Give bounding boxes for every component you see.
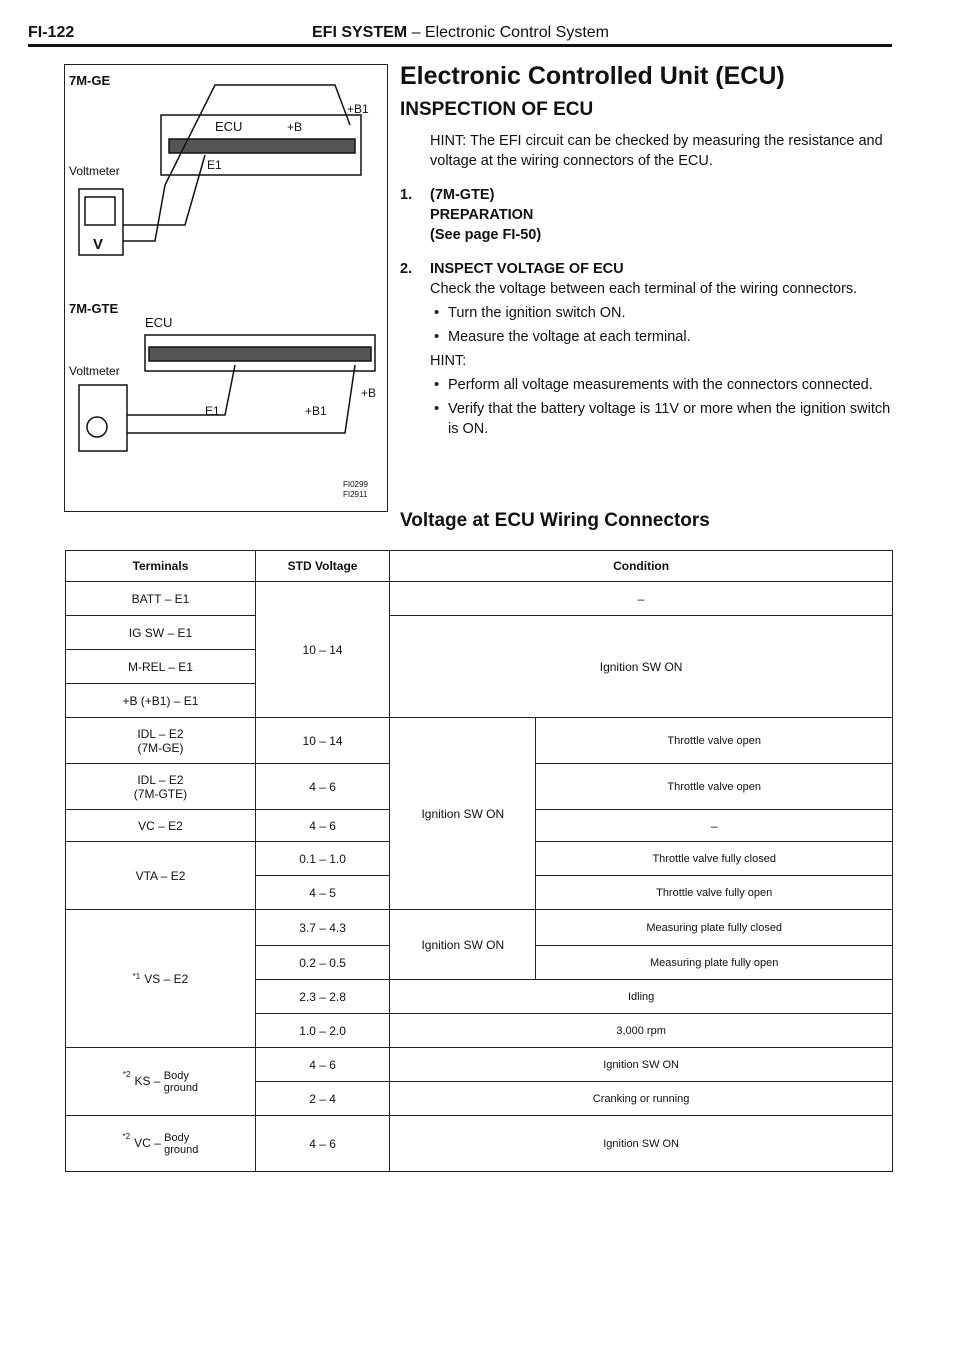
voltage-cell: 2 – 4 — [255, 1082, 389, 1116]
terminal-cell: +B (+B1) – E1 — [66, 684, 256, 718]
voltmeter-face-top — [85, 197, 115, 225]
page-header — [28, 22, 892, 47]
condition-cell: Ignition SW ON — [390, 718, 536, 910]
condition-cell: Ignition SW ON — [390, 1048, 893, 1082]
plus-b-label-top: +B — [287, 120, 303, 134]
voltmeter-label-top: Voltmeter — [69, 164, 120, 178]
voltage-cell: 10 – 14 — [255, 582, 389, 718]
condition-detail-cell: Measuring plate fully open — [536, 946, 893, 980]
header-std-voltage: STD Voltage — [255, 551, 389, 582]
step-1 — [400, 185, 900, 245]
voltage-cell: 0.1 – 1.0 — [255, 842, 389, 876]
table-row — [66, 910, 893, 946]
voltage-cell: 4 – 6 — [255, 1048, 389, 1082]
voltmeter-label-bottom: Voltmeter — [69, 364, 120, 378]
bullet-verify-battery: • Verify that the battery voltage is 11V or more when the ignition switch is ON. — [430, 399, 900, 439]
table-row — [66, 1116, 893, 1172]
page-number: FI-122 — [28, 24, 75, 41]
test-leads-top — [123, 85, 350, 241]
condition-detail-cell: Measuring plate fully closed — [536, 910, 893, 946]
table-header-row — [66, 551, 893, 582]
terminal-cell: VTA – E2 — [66, 842, 256, 910]
label-7mgte: 7M-GTE — [69, 301, 119, 316]
step-2 — [400, 259, 900, 439]
condition-cell: Ignition SW ON — [390, 910, 536, 980]
terminal-cell: IDL – E2 (7M-GTE) — [66, 764, 256, 810]
step-1-number: 1. — [400, 187, 413, 203]
condition-detail-cell: Throttle valve fully open — [536, 876, 893, 910]
condition-cell: – — [390, 582, 893, 616]
terminal-cell: IDL – E2 (7M-GE) — [66, 718, 256, 764]
test-leads-bottom — [127, 365, 355, 433]
voltage-cell: 4 – 6 — [255, 1116, 389, 1172]
figure-code-2: FI2911 — [343, 490, 368, 499]
terminal-cell: M-REL – E1 — [66, 650, 256, 684]
label-7mge: 7M-GE — [69, 73, 111, 88]
step-2-title: INSPECT VOLTAGE OF ECU — [430, 261, 624, 277]
voltage-cell: 2.3 – 2.8 — [255, 980, 389, 1014]
terminal-cell: BATT – E1 — [66, 582, 256, 616]
condition-cell: Ignition SW ON — [390, 1116, 893, 1172]
table-row — [66, 1048, 893, 1082]
plus-b1-label-bottom: +B1 — [305, 404, 327, 418]
section-title: EFI SYSTEM – Electronic Control System — [312, 24, 609, 41]
step-1-line-b: PREPARATION — [430, 207, 534, 223]
e1-label-top: E1 — [207, 158, 222, 172]
ecu-wiring-figure — [64, 64, 388, 512]
procedure-text — [400, 62, 900, 453]
figure-code-1: FI0299 — [343, 480, 368, 489]
terminal-cell: $^{*2}$ KS – Body ground — [66, 1048, 256, 1116]
voltage-cell: 1.0 – 2.0 — [255, 1014, 389, 1048]
voltage-cell: 0.2 – 0.5 — [255, 946, 389, 980]
terminal-cell: IG SW – E1 — [66, 616, 256, 650]
bullet-measure-voltage: • Measure the voltage at each terminal. — [430, 327, 900, 347]
bullet-perform-measurements: • Perform all voltage measurements with the connectors connected. — [430, 375, 900, 395]
table-row — [66, 718, 893, 764]
voltage-cell: 4 – 5 — [255, 876, 389, 910]
table-title: Voltage at ECU Wiring Connectors — [400, 510, 710, 531]
voltage-cell: 10 – 14 — [255, 718, 389, 764]
condition-detail-cell: Throttle valve fully closed — [536, 842, 893, 876]
terminal-cell: VC – E2 — [66, 810, 256, 842]
condition-detail-cell: – — [536, 810, 893, 842]
voltmeter-bottom — [79, 385, 127, 451]
connector-bottom — [149, 347, 371, 361]
plus-b-label-bottom: +B — [361, 386, 377, 400]
hint-paragraph: HINT: The EFI circuit can be checked by measuring the resistance and voltage at the wiring connectors of the ECU. — [430, 133, 883, 169]
voltage-cell: 3.7 – 4.3 — [255, 910, 389, 946]
bullet-ignition-on: • Turn the ignition switch ON. — [430, 303, 900, 323]
step-2-number: 2. — [400, 261, 413, 277]
condition-cell: Cranking or running — [390, 1082, 893, 1116]
header-terminals: Terminals — [66, 551, 256, 582]
plus-b1-label-top: +B1 — [347, 102, 369, 116]
terminal-cell: $^{*1}$ VS – E2 — [66, 910, 256, 1048]
voltmeter-dial — [87, 417, 107, 437]
terminal-cell: $^{*2}$ VC – Body ground — [66, 1116, 256, 1172]
hint-2-label: HINT: — [430, 353, 467, 369]
voltage-cell: 4 – 6 — [255, 764, 389, 810]
step-1-line-a: (7M-GTE) — [430, 187, 495, 203]
ecu-label-top: ECU — [215, 119, 243, 134]
header-condition: Condition — [390, 551, 893, 582]
ecu-voltage-table — [65, 550, 893, 1172]
condition-cell: 3,000 rpm — [390, 1014, 893, 1048]
step-2-body: Check the voltage between each terminal of the wiring connectors. — [430, 281, 858, 297]
step-1-line-c: (See page FI-50) — [430, 227, 542, 243]
voltage-cell: 4 – 6 — [255, 810, 389, 842]
e1-label-bottom: E1 — [205, 404, 220, 418]
ecu-label-bottom: ECU — [145, 315, 173, 330]
condition-cell: Idling — [390, 980, 893, 1014]
voltmeter-v-label: V — [93, 236, 104, 253]
condition-detail-cell: Throttle valve open — [536, 718, 893, 764]
section-heading: Electronic Controlled Unit (ECU) — [400, 62, 785, 90]
condition-cell: Ignition SW ON — [390, 616, 893, 718]
condition-detail-cell: Throttle valve open — [536, 764, 893, 810]
table-row — [66, 616, 893, 650]
connector-top — [169, 139, 355, 153]
subsection-heading: INSPECTION OF ECU — [400, 99, 594, 120]
table-row — [66, 582, 893, 616]
wiring-diagram — [65, 65, 387, 511]
